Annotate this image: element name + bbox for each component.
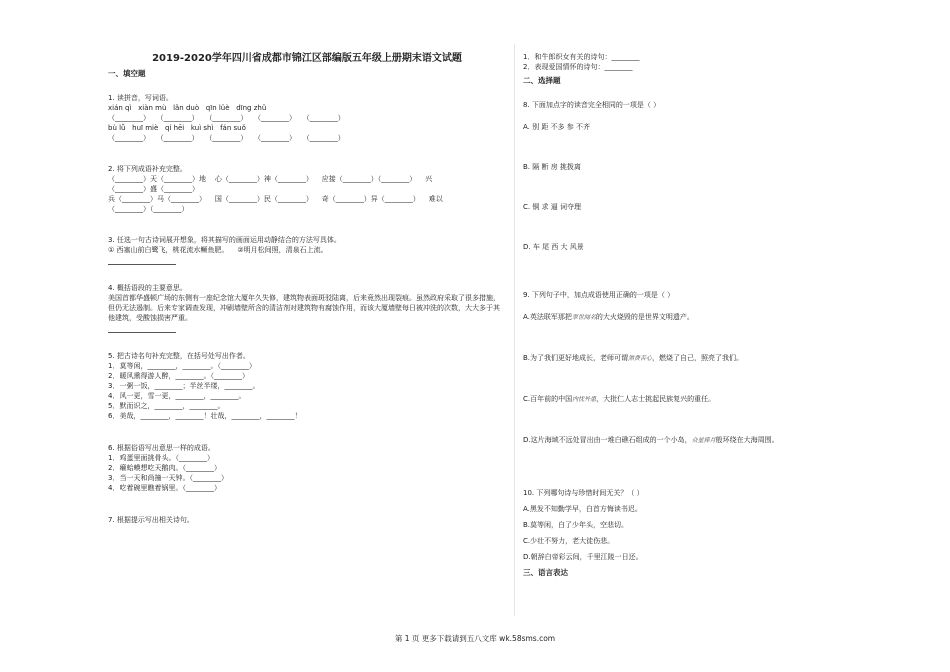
q5-line[interactable]: 2．暖风熏得游人醉，________。（________） xyxy=(108,372,249,380)
column-divider xyxy=(514,44,515,616)
q10-option-c[interactable]: C.少壮不努力，老大徒伤悲。 xyxy=(523,537,615,545)
q3-stem: 3. 任选一句古诗词展开想象，将其描写的画面运用动静结合的方法写具体。 xyxy=(108,236,341,244)
q3-answer-line[interactable] xyxy=(108,256,176,265)
q6-line[interactable]: 3．当一天和尚撞一天钟。（________） xyxy=(108,474,228,482)
q9-option-a[interactable]: A.英法联军那把翠世闻名的大火烧毁的是世界文明遗产。 xyxy=(523,313,694,321)
q4-answer-line[interactable] xyxy=(108,324,176,333)
q6-line[interactable]: 1．鸡蛋里面挑骨头。（________） xyxy=(108,454,214,462)
q5-line[interactable]: 6．美哉，________，________！壮哉，________，________！ xyxy=(108,412,302,420)
question-2 xyxy=(108,164,506,214)
q6-line[interactable]: 2．癞蛤蟆想吃天鹅肉。（________） xyxy=(108,464,221,472)
q6-line[interactable]: 4．吃着碗里瞧着锅里。（________） xyxy=(108,484,221,492)
q10-option-d[interactable]: D.朝辞白帝彩云间，千里江陵一日还。 xyxy=(523,553,643,561)
q9-stem: 9. 下列句子中，加点成语使用正确的一项是（ ） xyxy=(523,291,675,299)
page-title: 2019-2020学年四川省成都市锦江区部编版五年级上册期末语文试题 xyxy=(152,53,462,64)
q7-stem: 7. 根据提示写出相关诗句。 xyxy=(108,516,194,524)
question-6 xyxy=(108,443,506,493)
q10-stem: 10. 下列哪句诗与珍惜时间无关？（ ） xyxy=(523,489,644,497)
q10-option-b[interactable]: B.莫等闲，白了少年头，空悲切。 xyxy=(523,521,629,529)
question-10 xyxy=(523,488,853,562)
q1-pinyin-row-1: xián qì xiàn mù lǎn duò qīn lüè dīng zhǔ xyxy=(108,104,267,112)
q5-line[interactable]: 1．莫等闲，________，________。（________） xyxy=(108,362,256,370)
q4-passage: 美国首都华盛顿广场的东侧有一座纪念馆大厦年久失修，建筑物表面斑驳陆离，后来竟然出现裂痕。虽然政府采取了很多措施，但仍无法遏制。后来专家调查发现，冲刷墙壁所含的清洁剂对建筑物有腐蚀作用，而该大厦墙壁每日被冲洗的次数，大大多于其他建筑，受酸蚀损害严重。 xyxy=(108,294,500,322)
q9-option-c[interactable]: C.百年前的中国内忧外患，大批仁人志士挑起民族复兴的重任。 xyxy=(523,395,716,403)
question-9 xyxy=(523,290,853,446)
question-3 xyxy=(108,235,506,265)
section-fill-heading: 一、填空题 xyxy=(108,69,146,78)
q8-option-c[interactable]: C. 铜 求 逼 词夺理 xyxy=(523,203,582,211)
question-4 xyxy=(108,283,506,333)
q5-stem: 5. 把古诗名句补充完整，在括号处写出作者。 xyxy=(108,352,250,360)
q2-row-3[interactable]: 兵（________）马（________） 国（________）民（________） 奇（________）异（________） 难以 xyxy=(108,195,443,203)
question-5 xyxy=(108,351,506,421)
q2-stem: 2. 将下列成语补充完整。 xyxy=(108,165,187,173)
q1-pinyin-row-2: bù lǚ huī miè qí hēi kuì shì fán suǒ xyxy=(108,124,246,132)
left-column xyxy=(108,52,506,525)
q3-options: ① 西塞山前白鹭飞，桃花流水鳜鱼肥。 ②明月松间照，清泉石上流。 xyxy=(108,246,328,254)
q1-blank-row-2[interactable]: （________） （________） （________） （________） （________） xyxy=(108,134,345,142)
question-8 xyxy=(523,100,853,252)
q1-blank-row-1[interactable]: （________） （________） （________） （________） （________） xyxy=(108,114,345,122)
q5-line[interactable]: 5．默而识之，________，________。 xyxy=(108,402,225,410)
section-choice-heading: 二、选择题 xyxy=(523,76,561,85)
q5-line[interactable]: 4．风一更，雪一更，________，________。 xyxy=(108,392,246,400)
q10-option-a[interactable]: A.黑发不知勤学早，白首方悔读书迟。 xyxy=(523,505,642,513)
q5-line[interactable]: 3．一粥一饭，________；半丝半缕，________。 xyxy=(108,382,260,390)
q9-option-d[interactable]: D.这片海域不远处冒出由一堆白礁石组成的一个小岛，众星捧月般环绕在大海周围。 xyxy=(523,436,779,444)
q2-row-2[interactable]: （________）盛（________） xyxy=(108,185,199,193)
q8-option-b[interactable]: B. 隔 断 房 挑拨离 xyxy=(523,163,581,171)
q8-option-d[interactable]: D. 车 尾 西 大 风景 xyxy=(523,243,584,251)
section-expression-heading: 三、语言表达 xyxy=(523,568,568,577)
q9-option-b[interactable]: B.为了我们更好地成长，老师可谓煞费苦心，燃烧了自己，照亮了我们。 xyxy=(523,354,744,362)
q1-stem: 1. 读拼音，写词语。 xyxy=(108,94,173,102)
q2-row-1[interactable]: （________）天（________）地 心（________）神（________） 应接（________）（________） 兴 xyxy=(108,175,433,183)
q8-stem: 8. 下面加点字的读音完全相同的一项是（ ） xyxy=(523,101,661,109)
question-1 xyxy=(108,93,506,143)
page-footer: 第 1 页 更多下载请到五八文库 wk.58sms.com xyxy=(394,634,556,643)
right-column xyxy=(523,52,853,592)
q7-line[interactable]: 1．和牛郎织女有关的诗句：________ xyxy=(523,53,640,61)
q4-stem: 4. 概括语段的主要意思。 xyxy=(108,284,187,292)
q6-stem: 6. 根据俗语写出意思一样的成语。 xyxy=(108,444,215,452)
q2-row-4[interactable]: （________）（________） xyxy=(108,205,189,213)
q8-option-a[interactable]: A. 别 距 不多 参 不齐 xyxy=(523,123,591,131)
q7-line[interactable]: 2．表现爱国情怀的诗句：________ xyxy=(523,63,633,71)
